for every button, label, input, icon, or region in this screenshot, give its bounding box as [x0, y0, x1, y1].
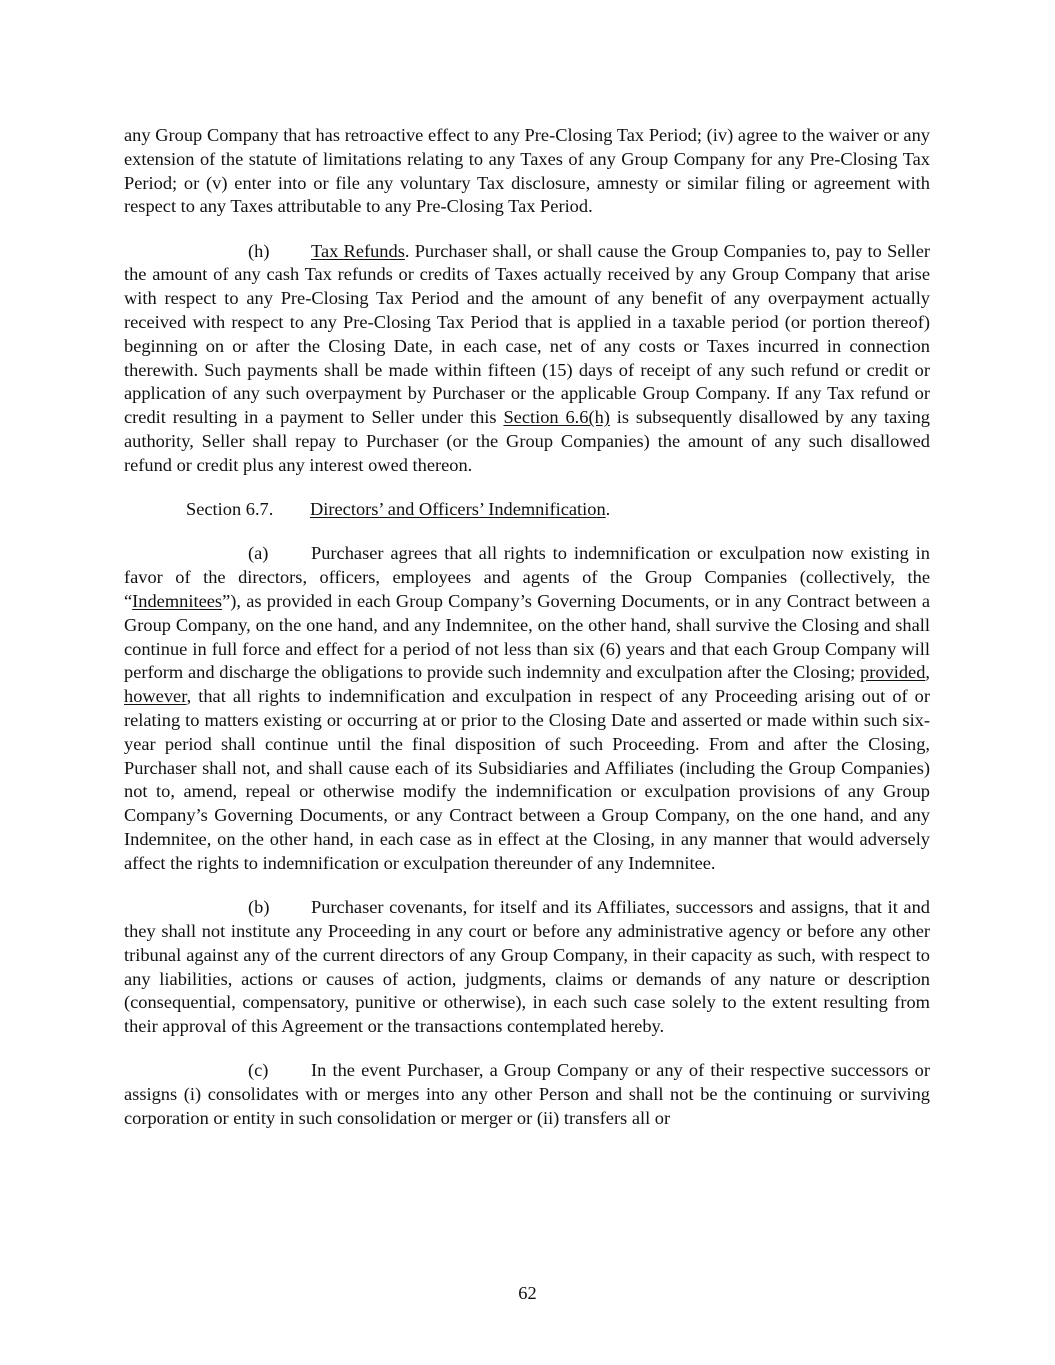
clause-label-h: (h) [248, 240, 270, 261]
section-label: Section 6.7. [186, 499, 274, 520]
paragraph-a-indemnification [124, 542, 930, 875]
section-heading-6-7 [124, 498, 930, 522]
clause-a-text-1: Purchaser agrees that all rights to indemnification or exculpation now existing in favor of the directors, officers, employees and agents of the Group Companies (collectively, the “ [124, 543, 930, 612]
term-provided: provided [860, 662, 926, 683]
clause-c-text: In the event Purchaser, a Group Company or any of their respective successors or assigns (i) consolidates with or merges into any other Person and shall not be the continuing or surviving corporation or entity in such consolidation or merger or (ii) transfers all or [124, 1060, 930, 1128]
clause-title-tax-refunds: Tax Refunds [311, 240, 405, 261]
paragraph-h-tax-refunds [124, 240, 930, 478]
defined-term-indemnitees: Indemnitees [132, 591, 223, 612]
clause-label-c: (c) [248, 1060, 269, 1081]
document-body [124, 124, 930, 1151]
clause-h-text-2: is subsequently disallowed by any taxing authority, Seller shall repay to Purchaser (or the Group Companies) the amount of any such disallowed refund or credit plus any interest owed thereon. [124, 407, 930, 475]
clause-b-text: Purchaser covenants, for itself and its Affiliates, successors and assigns, that it and they shall not institute any Proceeding in any court or before any administrative agency or before any other tribunal against any of the current directors of any Group Company, in their capacity as such, with respect to any liabilities, actions or causes of action, judgments, claims or demands of any nature or description (consequential, compensatory, punitive or otherwise), in each such case solely to the extent resulting from their approval of this Agreement or the transactions contemplated hereby. [124, 897, 930, 1037]
section-title-period: . [605, 499, 611, 520]
page-number: 62 [518, 1283, 537, 1303]
paragraph-intro: any Group Company that has retroactive effect to any Pre-Closing Tax Period; (iv) agree to the waiver or any extension of the statute of limitations relating to any Taxes of any Group Company for any Pre-Closing Tax Period; or (v) enter into or file any voluntary Tax disclosure, amnesty or similar filing or agreement with respect to any Taxes attributable to any Pre-Closing Tax Period. [124, 125, 930, 217]
clause-a-comma: , [925, 662, 930, 683]
section-title: Directors’ and Officers’ Indemnification [310, 499, 606, 520]
clause-a-text-3: , that all rights to indemnification and exculpation in respect of any Proceeding arising out of or relating to matters existing or occurring at or prior to the Closing Date and asserted or made within such six-year period shall continue until the final disposition of such Proceeding. From and after the Closing, Purchaser shall not, and shall cause each of its Subsidiaries and Affiliates (including the Group Companies) not to, amend, repeal or otherwise modify the indemnification or exculpation provisions of any Group Company’s Governing Documents, or any Contract between a Group Company, on the one hand, and any Indemnitee, on the other hand, in each case as in effect at the Closing, in any manner that would adversely affect the rights to indemnification or exculpation thereunder of any Indemnitee. [124, 686, 930, 873]
paragraph-b-covenant [124, 896, 930, 1039]
paragraph-c-successors [124, 1059, 930, 1130]
clause-label-b: (b) [248, 897, 270, 918]
clause-label-a: (a) [248, 543, 269, 564]
clause-a-text-2: ”), as provided in each Group Company’s Governing Documents, or in any Contract between a Group Company, on the one hand, and any Indemnitee, on the other hand, shall survive the Closing and shall continue in full force and effect for a period of not less than six (6) years and that each Group Company will perform and discharge the obligations to provide such indemnity and exculpation after the Closing; [124, 591, 930, 683]
section-reference-6-6-h: Section 6.6(h) [503, 407, 610, 428]
term-however: however [124, 686, 187, 707]
clause-h-text-1: . Purchaser shall, or shall cause the Group Companies to, pay to Seller the amount of any cash Tax refunds or credits of Taxes actually received by any Group Company that arise with respect to any Pre-Closing Tax Period and the amount of any benefit of any overpayment actually received with respect to any Pre-Closing Tax Period that is applied in a taxable period (or portion thereof) beginning on or after the Closing Date, in each case, net of any costs or Taxes incurred in connection therewith. Such payments shall be made within fifteen (15) days of receipt of any such refund or credit or application of any such overpayment by Purchaser or the applicable Group Company. If any Tax refund or credit resulting in a payment to Seller under this [124, 240, 931, 428]
